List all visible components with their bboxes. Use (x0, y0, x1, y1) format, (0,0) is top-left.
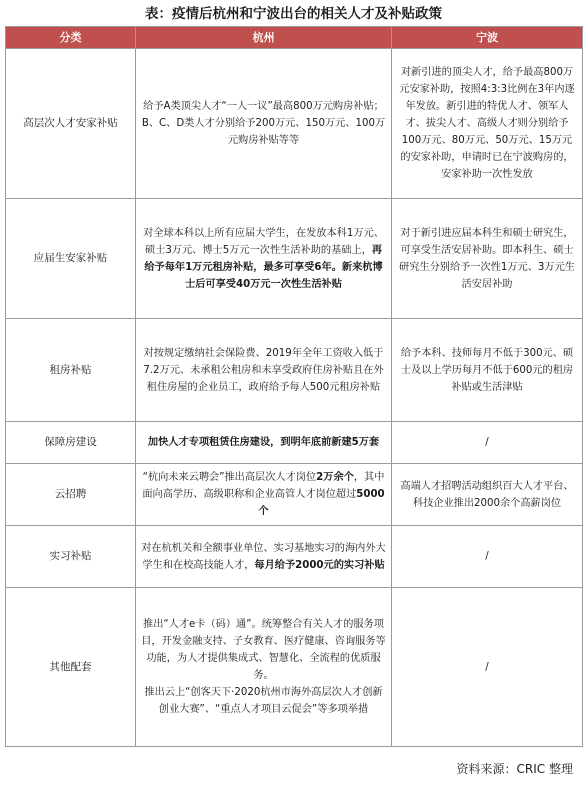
ningbo-cell (392, 464, 583, 526)
header-category: 分类 (6, 27, 136, 49)
bold-text: 加快人才专项租赁住房建设，到明年底前新建5万套 (147, 437, 380, 448)
hangzhou-cell (136, 526, 392, 588)
cell-text: 给予A类顶尖人才“一人一议”最高800万元购房补贴；B、C、D类人才分别给予200万元、150万元、100万元购房补贴等等 (141, 101, 386, 146)
row-category: 保障房建设 (6, 422, 136, 464)
table-row (6, 199, 583, 319)
table-row (6, 422, 583, 464)
row-category: 其他配套 (6, 588, 136, 747)
hangzhou-cell (136, 422, 392, 464)
hangzhou-cell (136, 199, 392, 319)
table-row (6, 319, 583, 422)
row-category: 应届生安家补贴 (6, 199, 136, 319)
ningbo-cell (392, 422, 583, 464)
bold-text: 2万余个 (316, 472, 354, 483)
header-hangzhou: 杭州 (136, 27, 392, 49)
hangzhou-cell (136, 49, 392, 199)
table-row (6, 526, 583, 588)
bold-text: 5000个 (258, 489, 385, 517)
table-row (6, 464, 583, 526)
cell-text: “杭向未来云聘会”推出高层次人才岗位 (142, 472, 317, 483)
ningbo-cell (392, 526, 583, 588)
header-ningbo: 宁波 (392, 27, 583, 49)
cell-text: / (485, 551, 489, 562)
policy-table (5, 26, 583, 747)
table-row (6, 588, 583, 747)
ningbo-cell (392, 49, 583, 199)
cell-text: 推出云上“创客天下·2020杭州市海外高层次人才创新创业大赛”、“重点人才项目云促会”等多项举措 (144, 687, 383, 715)
row-category: 实习补贴 (6, 526, 136, 588)
cell-text: 对在杭机关和全额事业单位、实习基地实习的海内外大学生和在校高技能人才， (141, 542, 386, 571)
ningbo-cell (392, 319, 583, 422)
hangzhou-cell (136, 319, 392, 422)
row-category: 高层次人才安家补贴 (6, 49, 136, 199)
header-row (6, 27, 583, 49)
bold-text: 每月给予2000元的实习补贴 (254, 559, 385, 571)
cell-text: 推出“人才e卡（码）通”。统筹整合有关人才的服务项目，开发金融支持、子女教育、医疗健康、咨询服务等功能，为人才提供集成式、智慧化、全流程的优质服务。 (141, 619, 386, 681)
bold-text: 再给予每年1万元租房补贴，最多可享受6年。新来杭博士后可享受40万元一次性生活补贴 (144, 244, 383, 290)
cell-text: 对新引进的顶尖人才，给予最高800万元安家补助，按照4:3:3比例在3年内逐年发放。新引进的特优人才、领军人才、拔尖人才、高级人才则分别给予100万元、80万元、50万元、15万元的安家补助，申请时已在宁波购房的，安家补助一次性发放 (399, 67, 575, 180)
ningbo-cell (392, 588, 583, 747)
cell-text: 给予本科、技师每月不低于300元、硕士及以上学历每月不低于600元的租房补贴或生活津贴 (400, 347, 574, 393)
table-row (6, 49, 583, 199)
cell-text: / (485, 437, 489, 448)
cell-text: 高端人才招聘活动组织百大人才平台、科技企业推出2000余个高薪岗位 (400, 480, 574, 509)
cell-text: 对于新引进应届本科生和硕士研究生，可享受生活安居补助。即本科生、硕士研究生分别给予一次性1万元、3万元生活安居补助 (399, 227, 575, 290)
cell-text: 对全球本科以上所有应届大学生，在发放本科1万元、硕士3万元、博士5万元一次性生活补助的基础上， (143, 227, 384, 256)
row-category: 租房补贴 (6, 319, 136, 422)
cell-text: ，其中面向高学历、高级职称和企业高管人才岗位超过 (142, 472, 385, 500)
hangzhou-cell (136, 588, 392, 747)
source-note: 资料来源：CRIC 整理 (456, 762, 573, 776)
row-category: 云招聘 (6, 464, 136, 526)
hangzhou-cell (136, 464, 392, 526)
cell-text: / (485, 661, 489, 673)
ningbo-cell (392, 199, 583, 319)
table-title: 表：疫情后杭州和宁波出台的相关人才及补贴政策 (145, 6, 442, 22)
cell-text: 对按规定缴纳社会保险费、2019年全年工资收入低于7.2万元、未承租公租房和未享受政府住房补贴且在外租住房屋的企业员工，政府给予每人500元租房补贴 (143, 347, 384, 393)
